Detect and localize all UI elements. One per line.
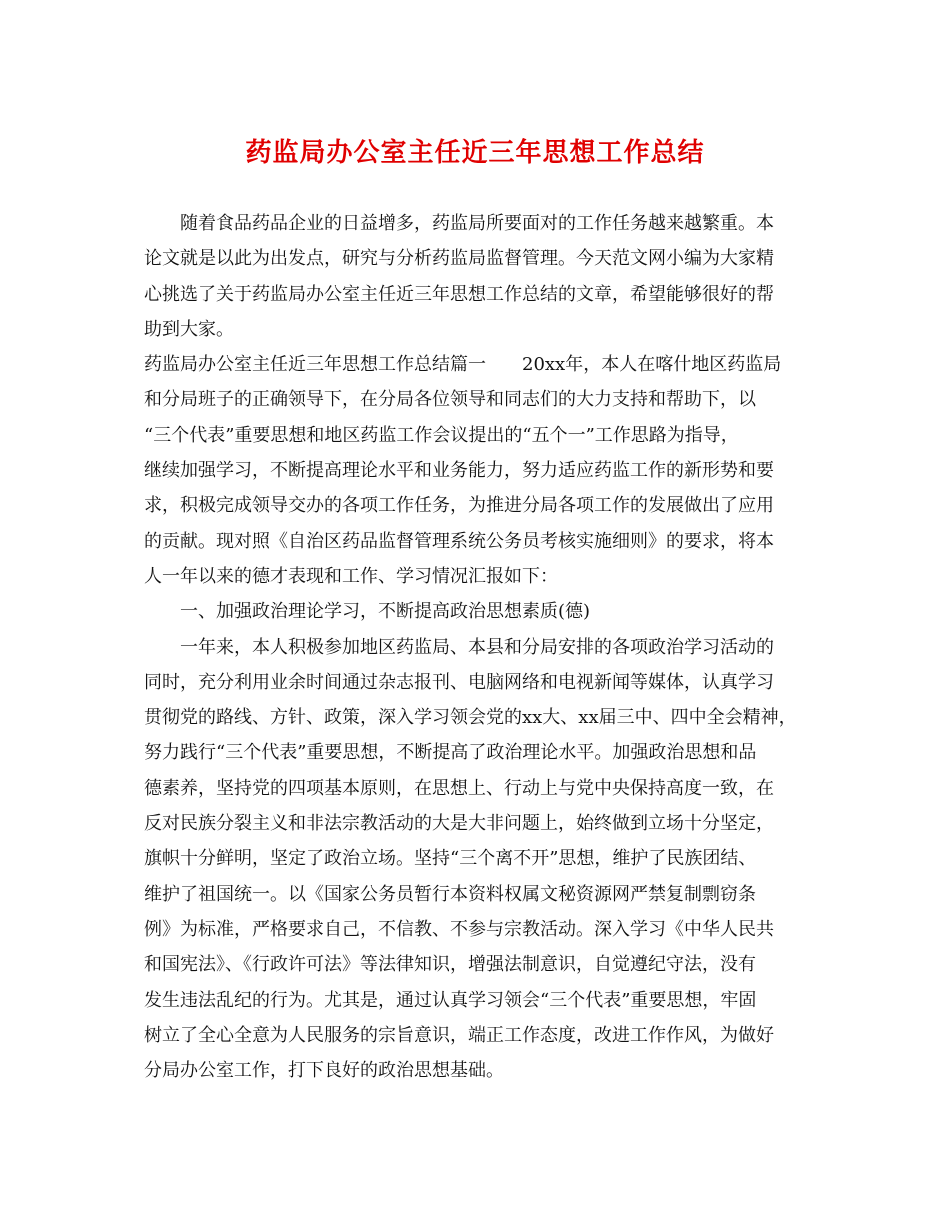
text-line: 和国宪法》、《行政许可法》等法律知识，增强法制意识，自觉遵纪守法，没有 (144, 954, 756, 976)
text-line: 药监局办公室主任近三年思想工作总结篇一 20xx年，本人在喀什地区药监局 (144, 354, 782, 376)
text-line: 树立了全心全意为人民服务的宗旨意识，端正工作态度，改进工作作风，为做好 (144, 1024, 774, 1046)
text-line: 求，积极完成领导交办的各项工作任务，为推进分局各项工作的发展做出了应用 (144, 495, 774, 517)
text-line: 发生违法乱纪的行为。尤其是，通过认真学习领会“三个代表”重要思想，牢固 (144, 989, 757, 1011)
text-line: 人一年以来的德才表现和工作、学习情况汇报如下： (144, 565, 558, 587)
text-line: 分局办公室工作，打下良好的政治思想基础。 (144, 1060, 504, 1082)
text-line: 和分局班子的正确领导下，在分局各位领导和同志们的大力支持和帮助下，以 (144, 389, 756, 411)
text-line: 旗帜十分鲜明，坚定了政治立场。坚持“三个离不开”思想，维护了民族团结、 (144, 848, 757, 870)
text-line: 一、加强政治理论学习，不断提高政治思想素质(德) (180, 601, 591, 623)
text-line: 例》为标准，严格要求自己，不信教、不参与宗教活动。深入学习《中华人民共 (144, 918, 774, 940)
text-line: “三个代表”重要思想和地区药监工作会议提出的“五个一”工作思路为指导， (144, 424, 739, 446)
text-line: 的贡献。现对照《自治区药品监督管理系统公务员考核实施细则》的要求，将本 (144, 530, 774, 552)
text-line: 随着食品药品企业的日益增多，药监局所要面对的工作任务越来越繁重。本 (180, 213, 774, 234)
text-line: 继续加强学习，不断提高理论水平和业务能力，努力适应药监工作的新形势和要 (144, 460, 774, 482)
text-line: 德素养，坚持党的四项基本原则，在思想上、行动上与党中央保持高度一致，在 (144, 777, 774, 799)
text-line: 努力践行“三个代表”重要思想，不断提高了政治理论水平。加强政治思想和品 (144, 742, 757, 764)
text-line: 维护了祖国统一。以《国家公务员暂行本资料权属文秘资源网严禁复制剽窃条 (144, 883, 756, 905)
text-line: 一年来，本人积极参加地区药监局、本县和分局安排的各项政治学习活动的 (180, 636, 774, 658)
document-body (144, 206, 814, 1088)
text-line: 反对民族分裂主义和非法宗教活动的大是大非问题上，始终做到立场十分坚定， (144, 813, 774, 835)
document-title: 药监局办公室主任近三年思想工作总结 (245, 138, 705, 168)
text-line: 论文就是以此为出发点，研究与分析药监局监督管理。今天范文网小编为大家精 (144, 248, 774, 270)
text-line: 贯彻党的路线、方针、政策，深入学习领会党的xx大、xx届三中、四中全会精神， (144, 707, 797, 729)
text-line: 助到大家。 (144, 318, 234, 340)
text-line: 心挑选了关于药监局办公室主任近三年思想工作总结的文章，希望能够很好的帮 (144, 283, 774, 305)
text-line: 同时，充分利用业余时间通过杂志报刊、电脑网络和电视新闻等媒体，认真学习 (144, 671, 774, 693)
